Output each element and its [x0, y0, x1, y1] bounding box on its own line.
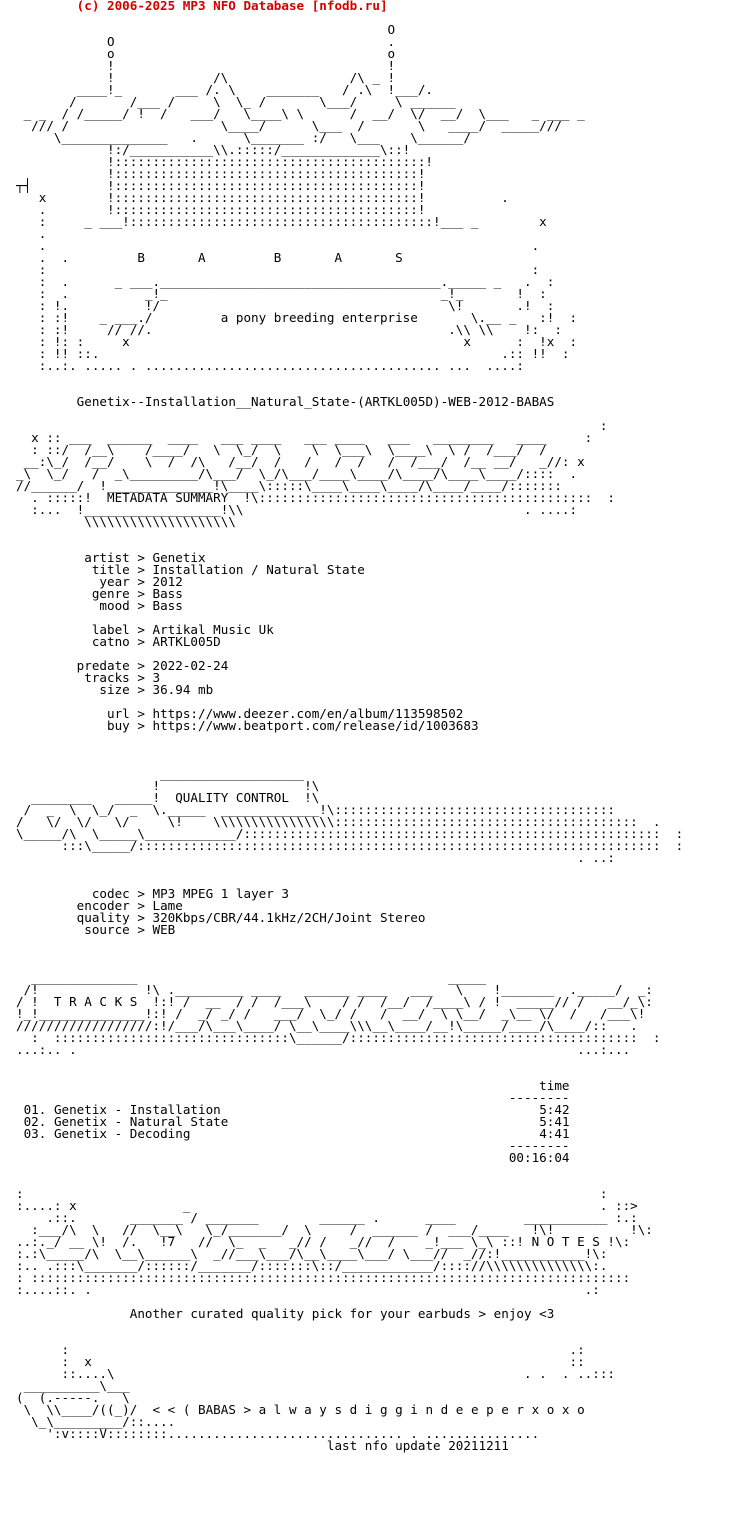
release-name: Genetix--Installation__Natural_State-(ARTKL005D)-WEB-2012-BABAS	[76, 394, 555, 409]
field-key-url: url	[107, 706, 130, 721]
field-key-codec: codec	[91, 886, 130, 901]
field-key-year: year	[99, 574, 130, 589]
field-key-tracks: tracks	[84, 670, 130, 685]
track-number: 02.	[23, 1114, 47, 1129]
last-update: last nfo update 20211211	[326, 1438, 509, 1453]
field-key-buy: buy	[107, 718, 130, 733]
track-duration: 5:42	[539, 1102, 570, 1117]
track-title: Decoding	[129, 1126, 191, 1141]
track-row: 03. Genetix - Decoding 4:41	[23, 1126, 570, 1141]
field-value-artist: Genetix	[152, 550, 206, 565]
notes-section-art: : : :....: x _ . ::> .::. _______ / _______ ______ . ____ ___________ :.: :___/\ \ // \__\ \_/_______/ \ / ______ / ___/____ !\! !\: ..:._/ __ \! /. !7 // \_ _ _// / _// / _!___ \_\ ::! N O T E S !\: :.:\_____/\ \__\______\ _//___\___/\__\____\___/ \___// _//:!___________!\: :.. .:::\_______/::::::/_______/:::::::\::/____________/:::://\\\\\\\\\\\\\\:. : ::::::::::::::::::::::::::::::::::::::::::::::::::::::::::::::::::::::::::::::: :....::. . .:	[16, 1186, 653, 1297]
track-number: 03.	[23, 1126, 47, 1141]
track-row: 01. Genetix - Installation 5:42	[23, 1102, 570, 1117]
field-key-genre: genre	[91, 586, 130, 601]
field-key-size: size	[99, 682, 130, 697]
field-value-quality: 320Kbps/CBR/44.1kHz/2CH/Joint Stereo	[152, 910, 426, 925]
tracks-time-header: time	[539, 1078, 570, 1093]
footer-slogan: < ( BABAS > a l w a y s d i g g i n d e e p e r x o x o	[167, 1402, 585, 1417]
field-value-source: WEB	[152, 922, 176, 937]
field-value-title: Installation / Natural State	[152, 562, 365, 577]
field-key-title: title	[91, 562, 130, 577]
field-key-catno: catno	[91, 634, 130, 649]
field-value-year: 2012	[152, 574, 183, 589]
field-value-buy: https://www.beatport.com/release/id/1003683	[152, 718, 479, 733]
track-duration: 4:41	[539, 1126, 570, 1141]
field-key-mood: mood	[99, 598, 130, 613]
notes-text: Another curated quality pick for your earbuds > enjoy <3	[129, 1306, 555, 1321]
field-key-encoder: encoder	[76, 898, 130, 913]
track-row: 02. Genetix - Natural State 5:41	[23, 1114, 570, 1129]
track-artist: Genetix	[53, 1102, 108, 1117]
track-duration: 5:41	[539, 1114, 570, 1129]
field-value-catno: ARTKL005D	[152, 634, 221, 649]
field-value-predate: 2022-02-24	[152, 658, 229, 673]
field-key-source: source	[84, 922, 130, 937]
nfo-text	[16, 0, 683, 1452]
track-number: 01.	[23, 1102, 47, 1117]
field-key-quality: quality	[76, 910, 130, 925]
field-value-mood: Bass	[152, 598, 183, 613]
babas-logo-art: O O . o o ! ! ! /\ /\ _ ! ____!_ ___ /. \ _______ / .\ !___/. / /___ / \ \_ / \___/ \ ______ _ _ / /_____/ ! / ___/ \____\ \ / __/ \/ __/ \___ _ ___ _ /// / \____/ \___ / \ ____/ _____/// \______________ . \_______ :/ \___ \______/ !:/___________\\.:::::/_____________\::! !:::::::::::::::::::::::::::::::::::::::::! !::::::::::::::::::::::::::::::::::::::::! ┬┤ !::::::::::::::::::::::::::::::::::::::::! x !::::::::::::::::::::::::::::::::::::::::! . . !::::::::::::::::::::::::::::::::::::::::! : _ ___!::::::::::::::::::::::::::::::::::::::::!___ _ x . . . . . B A B A S : : : . _ ___._____________________________________._____ _ . : : . _!_ _!_ ! : : !. !/ \! .! : : :! _ ___./ a pony breeding enterprise \.__ _ :! : : :! // //. .\\ \\ !: : : !: : x x : !x : : !! ::. .:: !! : :..:. ..... . ....................................... ... ....:	[16, 22, 585, 373]
tracks-total-time: 00:16:04	[508, 1150, 570, 1165]
track-title: Installation	[129, 1102, 221, 1117]
field-key-artist: artist	[84, 550, 130, 565]
field-value-codec: MP3 MPEG 1 layer 3	[152, 886, 289, 901]
field-value-url: https://www.deezer.com/en/album/113598502	[152, 706, 464, 721]
site-header: (c) 2006-2025 MP3 NFO Database [nfodb.ru]	[16, 0, 388, 13]
metadata-fields: artist > Genetix title > Installation / Natural State year > 2012 genre > Bass mood > Bass label > Artikal Music Uk catno > ARTKL005D predate > 2022-02-24 tracks > 3 size > 36.94 mb url > https://www.deezer.com/en/album/113598502 buy > https://www.beatport.com/release/id/1003683	[76, 550, 479, 733]
track-list: time -------- 01. Genetix - Installation 5:42 02. Genetix - Natural State 5:41 03. Genetix - Decoding 4:41 -------- 00:16:04	[16, 1068, 683, 1164]
track-artist: Genetix	[53, 1126, 108, 1141]
footer-art: : .: : x :: ::....\ . . . ..::: __________\___ ( (.-----. \ \ \\____/((_)/ < < ( BABAS > a l w a y s d i g g i n d e e p e r x o x o	[16, 1342, 615, 1417]
track-title: Natural State	[129, 1114, 229, 1129]
field-value-genre: Bass	[152, 586, 183, 601]
field-key-predate: predate	[76, 658, 130, 673]
field-value-encoder: Lame	[152, 898, 183, 913]
field-value-size: 36.94 mb	[152, 682, 214, 697]
track-artist: Genetix	[53, 1114, 108, 1129]
field-key-label: label	[91, 622, 130, 637]
tracks-section-art: ______________ _____ /! !\ ._________ ____ ______ ____ ___ \ !_______ ._____/ _: / ! T R A C K S !:! / __ / / /___\ / / /__/ /____\ / ! _____// / __/_\: !_!______________!:! / _/ _/ / ___/ \_/ / / __/ \ \__/ _\__ \/ / /___\! //////////////////:!/___/\___\____/ \__\____\\\__\____/__!\_____/____/\____/:: . : :::::::::::::::::::::::::::::::\______/:::::::::::::::::::::::::::::::::::::: : ...:.. . ...:...	[16, 970, 661, 1057]
footer-tail-art: \_\_________/::.... ':v::::V::::::::............................... . ...............	[31, 1414, 540, 1441]
metadata-section-art: : x :: ___ ______ ____ ___ ____ ___ ____ ___ ________ ____ : : ::/ /__\ /____/ \ \_/ \ \ \___\ \____\ \ / /___/ / __:\_/ /__/ \ / /\ /__/ / / / / / /___/ /__ __/ _//: x _\ \_/ / _\_________/\___/ \_/\___/____\____/\____/\____\____/:::: . //______/ !______________!\____\:::::\____\____\____/\____/____/::::::: . :::::! METADATA SUMMARY !\:::::::::::::::::::::::::::::::::::::::::::: : :... !__________________!\\ . ....: \\\\\\\\\\\\\\\\\\\\	[16, 418, 615, 529]
field-value-label: Artikal Music Uk	[152, 622, 274, 637]
quality-fields: codec > MP3 MPEG 1 layer 3 encoder > Lame quality > 320Kbps/CBR/44.1kHz/2CH/Joint Stereo source > WEB	[76, 886, 426, 937]
field-value-tracks: 3	[152, 670, 161, 685]
quality-section-art: ___________________ ! !\ ________ _____! QUALITY CONTROL !\ / _ \ \_/ _ \._____ _____________!\::::::::::::::::::::::::::::::::::::: / \/ \/ \/ \! \\\\\\\\\\\\\\\\:::::::::::::::::::::::::::::::::::::::: . \_____/\ \_____\____________/::::::::::::::::::::::::::::::::::::::::::::::::::::::: : :::\_____/::::::::::::::::::::::::::::::::::::::::::::::::::::::::::::::::::::: : . ..:	[16, 766, 684, 865]
